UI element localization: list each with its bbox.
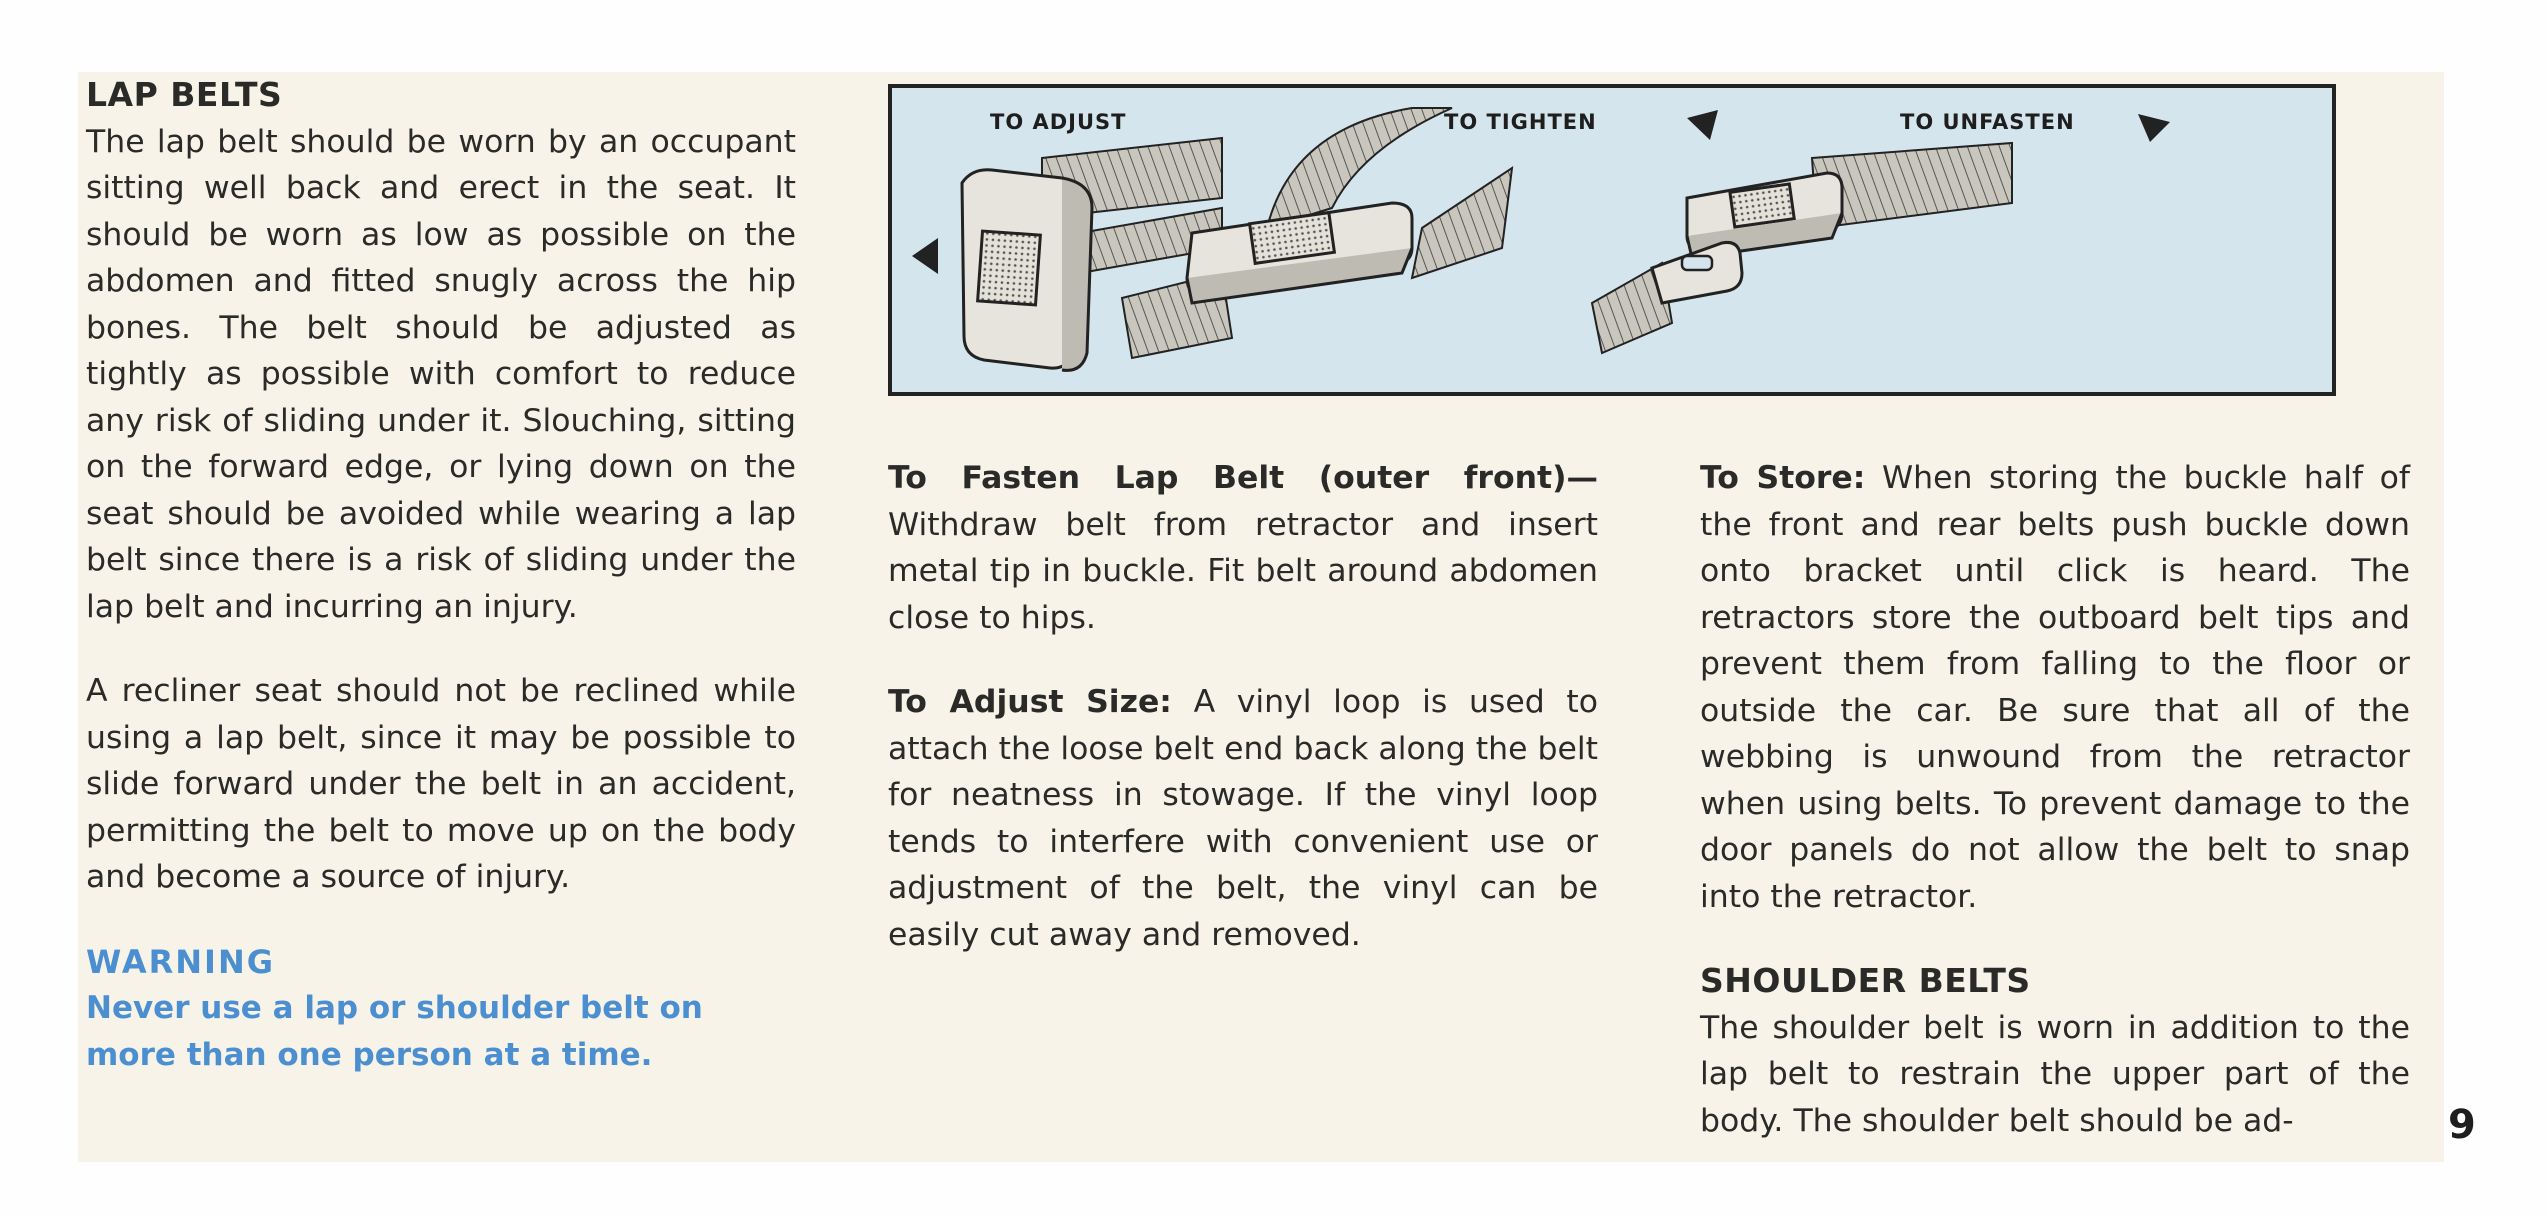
store-shoulder-column [1700, 455, 2410, 1144]
adjust-section [888, 679, 1598, 958]
label-to-tighten: TO TIGHTEN [1444, 110, 1597, 134]
adjust-text: A vinyl loop is used to attach the loose belt end back along the belt for neatness in stowage. If the vinyl loop tends to interfere with convenient use or adjustment of the belt, the vinyl can be easily cut away and removed. [888, 684, 1598, 953]
shoulder-belts-heading: SHOULDER BELTS [1700, 961, 2031, 1000]
arrow-down-icon [2138, 114, 2170, 142]
arrow-left-icon [912, 238, 938, 274]
arrow-up-icon [1687, 110, 1718, 140]
page-number: 9 [2448, 1102, 2476, 1148]
warning-text: Never use a lap or shoulder belt on more than one person at a time. [86, 990, 703, 1073]
adjust-lead: To Adjust Size: [888, 684, 1172, 720]
fasten-text: Withdraw belt from retractor and insert metal tip in buckle. Fit belt around abdomen close to hips. [888, 506, 1598, 636]
shoulder-belts-text: The shoulder belt is worn in addition to the lap belt to restrain the upper part of the body. The shoulder belt should be ad- [1700, 1009, 2410, 1139]
seat-belt-illustration [888, 84, 2336, 396]
unfasten-illustration [1592, 143, 2012, 353]
warning-title: WARNING [86, 942, 275, 981]
fasten-lead: To Fasten Lap Belt (outer front)— [888, 460, 1598, 496]
fasten-adjust-column [888, 455, 1598, 958]
lap-belts-paragraph-1: The lap belt should be worn by an occupant sitting well back and erect in the seat. It should be worn as low as possible on the abdomen and fitted snugly across the hip bones. The belt should be adjusted as tightly as possible with comfort to reduce any risk of sliding under it. Slouching, sitting on the forward edge, or lying down on the seat should be avoided while wearing a lap belt since there is a risk of sliding under the lap belt and incurring an injury. [86, 123, 796, 625]
store-section [1700, 455, 2410, 920]
label-to-unfasten: TO UNFASTEN [1900, 110, 2075, 134]
store-lead: To Store: [1700, 460, 1866, 496]
store-text: When storing the buckle half of the front and rear belts push buckle down onto bracket until click is heard. The retractors store the outboard belt tips and prevent them from falling to the floor or outside the car. Be sure that all of the webbing is unwound from the retractor when using belts. To prevent damage to the door panels do not allow the belt to snap into the retractor. [1700, 460, 2410, 915]
lap-belts-heading: LAP BELTS [86, 75, 283, 114]
lap-belts-paragraph-2: A recliner seat should not be reclined while using a lap belt, since it may be possible to slide forward under the belt in an accident, permitting the belt to move up on the body and become a source of injury. [86, 673, 796, 895]
lap-belts-column [86, 72, 796, 1078]
label-to-adjust: TO ADJUST [990, 110, 1127, 134]
fasten-section [888, 455, 1598, 641]
